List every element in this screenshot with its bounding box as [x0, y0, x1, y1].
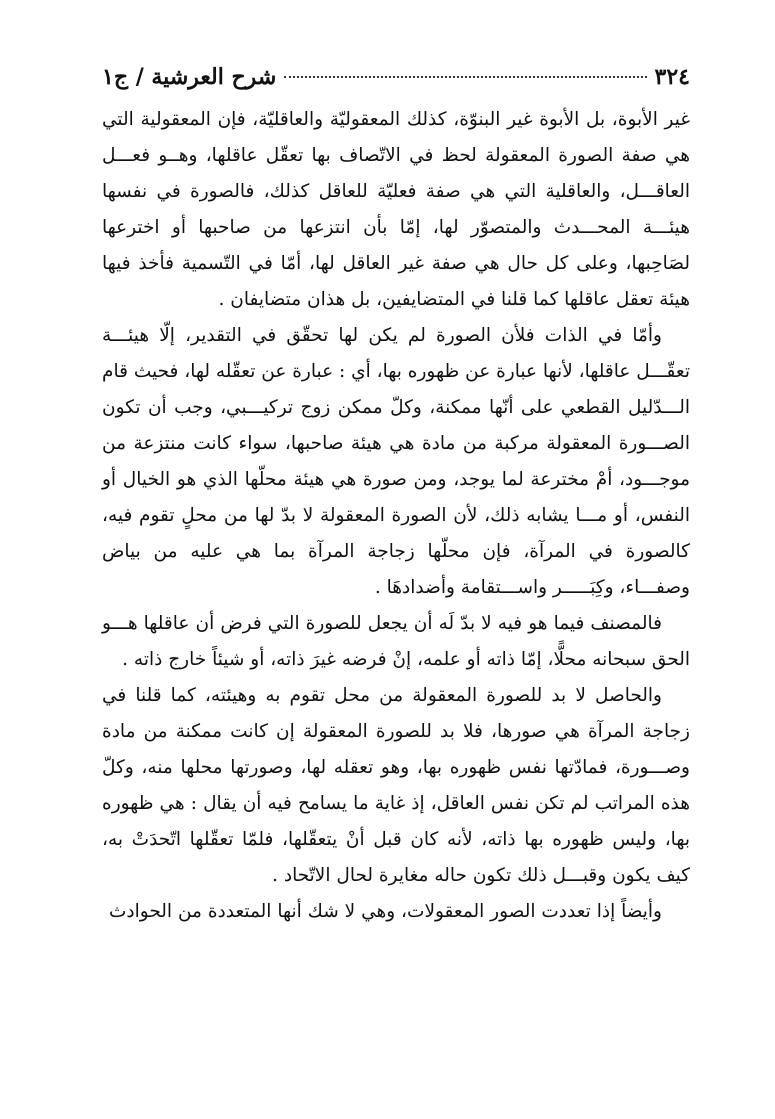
body-text [102, 102, 690, 930]
running-title: شرح العرشية / ج١ [102, 64, 277, 90]
header-dot-leader [284, 76, 646, 78]
paragraph-1: غير الأبوة، بل الأبوة غير البنوّة، كذلك المعقوليّة والعاقليّة، فإن المعقولية التي هي صفة الصورة المعقولة لحظ في الاتّصاف بها تعقّل عاقلها، وهــو فعـــل العاقـــل، والعاقلية التي هي صفة فعليّة للعاقل كذلك، فالصورة في نفسها هيئـــة المحـــدث والمتصوّر لها، إمّا بأن انتزعها من صاحبها أو اخترعها لصَاحِبها، وعلى كل حال هي صفة غير العاقل لها، أمّا في التّسمية فأخذ فيها هيئة تعقل عاقلها كما قلنا في المتضايفين، بل هذان متضايفان . [102, 109, 690, 310]
paragraph-5: وأيضاً إذا تعددت الصور المعقولات، وهي لا شك أنها المتعددة من الحوادث [109, 901, 662, 922]
page-header [102, 64, 690, 100]
paragraph-3: فالمصنف فيما هو فيه لا بدّ لَه أن يجعل للصورة التي فرض أن عاقلها هـــو الحق سبحانه محلًّا، إمّا ذاته أو علمه، إنْ فرضه غيرَ ذاته، أو شيئاً خارج ذاته . [102, 613, 690, 670]
paragraph-4: والحاصل لا بد للصورة المعقولة من محل تقوم به وهيئته، كما قلنا في زجاجة المرآة هي صورها، فلا بد للصورة المعقولة إن كانت ممكنة من مادة وصـــورة، فمادّتها نفس ظهوره بها، وهو تعقله لها، وصورتها محلها منه، وكلّ هذه المراتب لم تكن نفس العاقل، إذ غاية ما يسامح فيه أن يقال : هي ظهوره بها، وليس ظهوره بها ذاته، لأنه كان قبل أنْ يتعقّلها، فلمّا تعقّلها اتّحدَتْ به، كيف يكون وقبـــل ذلك تكون حاله مغايرة لحال الاتّحاد . [102, 685, 690, 886]
document-page [102, 64, 690, 930]
paragraph-2: وأمّا في الذات فلأن الصورة لم يكن لها تحقّق في التقدير، إلّا هيئـــة تعقّـــل عاقلها، لأنها عبارة عن ظهوره بها، أي : عبارة عن تعقّله لها، فحيث قام الـــدّليل القطعي على أنّها ممكنة، وكلّ ممكن زوج تركيـــبي، وجب أن تكون الصـــورة المعقولة مركبة من مادة هي هيئة صاحبها، سواء كانت منتزعة من موجـــود، أمْ مخترعة لما يوجد، ومن صورة هي هيئة محلّها الذي هو الخيال أو النفس، أو مـــا يشابه ذلك، لأن الصورة المعقولة لا بدّ لها من محلٍ تقوم فيه، كالصورة في المرآة، فإن محلّها زجاجة المرآة بما هي عليه من بياض وصفـــاء، وكِبَـــــر واســـتقامة وأضدادهَا . [102, 325, 690, 598]
page-number: ٣٢٤ [654, 64, 690, 90]
